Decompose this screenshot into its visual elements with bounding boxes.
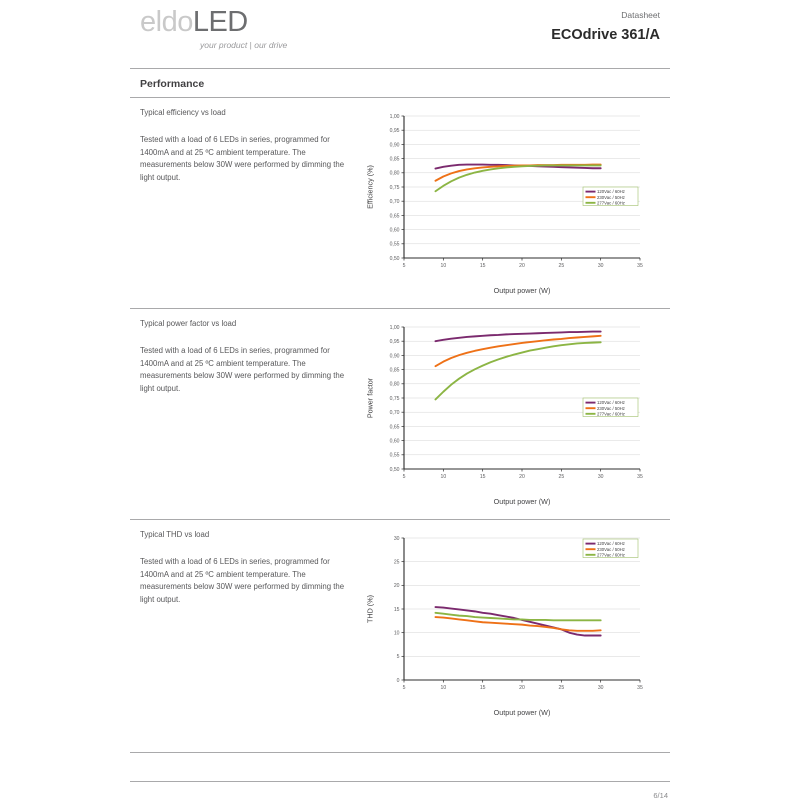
y-axis-tick-label: 15: [393, 606, 400, 613]
performance-block-efficiency: [130, 98, 670, 298]
x-axis-tick-label: 10: [440, 474, 447, 480]
chart-power-factor-vs-load: [362, 319, 670, 509]
x-axis-tick-label: 10: [440, 685, 447, 691]
x-axis-tick-label: 15: [479, 474, 486, 480]
y-axis-tick-label: 0,55: [389, 452, 400, 459]
page-number: 6/14: [653, 791, 668, 800]
tagline-separator: |: [249, 40, 252, 50]
y-axis-tick-label: 0,65: [389, 213, 400, 220]
x-axis-tick-label: 35: [637, 685, 643, 691]
thd-text-column: [130, 530, 362, 606]
y-axis-tick-label: 0,70: [389, 410, 400, 417]
x-axis-tick-label: 5: [402, 685, 406, 691]
logo-text-light: eldo: [140, 6, 193, 38]
x-axis-tick-label: 5: [402, 474, 406, 480]
chart-thd-vs-load: [362, 530, 670, 720]
power-factor-text-column: [130, 319, 362, 395]
legend-label: 120Vac / 60Hz: [597, 541, 625, 547]
power-factor-chart-column: [362, 319, 670, 509]
y-axis-tick-label: 0,80: [389, 381, 400, 388]
performance-block-thd: [130, 520, 670, 720]
page-footer: [130, 752, 670, 800]
y-axis-tick-label: 0,85: [389, 156, 400, 163]
legend-label: 120Vac / 60Hz: [597, 189, 625, 195]
header-document-info: [551, 10, 660, 44]
x-axis-tick-label: 10: [440, 263, 447, 269]
tagline-part-a: your product: [200, 40, 248, 50]
x-axis-tick-label: 35: [637, 263, 643, 269]
chart-efficiency-vs-load: [362, 108, 670, 298]
x-axis-tick-label: 30: [597, 474, 604, 480]
legend-label: 277Vac / 60Hz: [597, 200, 625, 206]
x-axis-tick-label: 30: [597, 685, 604, 691]
legend-label: 230Vac / 50Hz: [597, 194, 625, 200]
x-axis-tick-label: 30: [597, 263, 604, 269]
y-axis-tick-label: 0,80: [389, 170, 400, 177]
y-axis-tick-label: 0,95: [389, 128, 400, 135]
chart-svg: [362, 108, 650, 298]
legend-label: 230Vac / 50Hz: [597, 546, 625, 552]
y-axis-tick-label: 0,90: [389, 353, 400, 360]
x-axis-tick-label: 20: [519, 263, 525, 269]
legend-label: 230Vac / 50Hz: [597, 405, 625, 411]
thd-caption: Typical THD vs load: [140, 530, 210, 539]
y-axis-tick-label: 0,55: [389, 241, 400, 248]
chart-series-line: [435, 165, 600, 191]
y-axis-tick-label: 0,75: [389, 184, 400, 191]
y-axis-tick-label: 0,50: [389, 466, 400, 473]
x-axis-tick-label: 5: [402, 263, 406, 269]
x-axis-title: Output power (W): [493, 708, 551, 717]
document-title: ECOdrive 361/A: [551, 27, 660, 44]
x-axis-tick-label: 15: [479, 685, 486, 691]
y-axis-tick-label: 0,60: [389, 227, 400, 234]
logo-wordmark: [140, 8, 390, 37]
x-axis-tick-label: 20: [519, 685, 525, 691]
section-heading-performance: Performance: [140, 78, 205, 90]
x-axis-tick-label: 25: [558, 474, 565, 480]
y-axis-tick-label: 0,75: [389, 395, 400, 402]
power-factor-body-text: Tested with a load of 6 LEDs in series, programmed for 1400mA and at 25 ºC ambient temperature. The measurements below 30W were performed by dimming the light output.: [140, 345, 345, 393]
logo-tagline: [200, 40, 390, 50]
legend-label: 277Vac / 60Hz: [597, 411, 625, 417]
eldoled-logo: [140, 8, 390, 50]
y-axis-title: Efficiency (%): [365, 165, 375, 209]
x-axis-tick-label: 25: [558, 685, 565, 691]
y-axis-tick-label: 10: [393, 630, 400, 637]
y-axis-tick-label: 30: [393, 535, 400, 542]
chart-svg: [362, 319, 650, 509]
chart-series-line: [435, 342, 600, 399]
y-axis-tick-label: 1,00: [389, 324, 400, 331]
chart-series-line: [435, 332, 600, 342]
y-axis-tick-label: 0,90: [389, 142, 400, 149]
y-axis-title: Power factor: [365, 377, 375, 419]
y-axis-title: THD (%): [365, 595, 375, 623]
efficiency-text-column: [130, 108, 362, 184]
chart-series-line: [435, 336, 600, 366]
efficiency-caption: Typical efficiency vs load: [140, 108, 226, 117]
chart-svg: [362, 530, 650, 720]
x-axis-tick-label: 35: [637, 474, 643, 480]
y-axis-tick-label: 0: [396, 677, 400, 684]
y-axis-tick-label: 0,60: [389, 438, 400, 445]
footer-spacer: [130, 753, 670, 781]
x-axis-tick-label: 15: [479, 263, 486, 269]
thd-chart-column: [362, 530, 670, 720]
thd-body-text: Tested with a load of 6 LEDs in series, programmed for 1400mA and at 25 ºC ambient temperature. The measurements below 30W were performed by dimming the light output.: [140, 556, 345, 604]
x-axis-tick-label: 20: [519, 474, 525, 480]
legend-label: 120Vac / 60Hz: [597, 400, 625, 406]
y-axis-tick-label: 25: [393, 559, 400, 566]
page-header: [130, 0, 670, 60]
document-kind-label: Datasheet: [621, 10, 660, 20]
y-axis-tick-label: 0,85: [389, 367, 400, 374]
y-axis-tick-label: 20: [393, 583, 400, 590]
performance-block-power-factor: [130, 309, 670, 509]
y-axis-tick-label: 1,00: [389, 113, 400, 120]
y-axis-tick-label: 0,70: [389, 199, 400, 206]
legend-label: 277Vac / 60Hz: [597, 552, 625, 558]
power-factor-caption: Typical power factor vs load: [140, 319, 237, 328]
y-axis-tick-label: 0,50: [389, 255, 400, 262]
y-axis-tick-label: 5: [396, 654, 400, 661]
efficiency-body-text: Tested with a load of 6 LEDs in series, programmed for 1400mA and at 25 ºC ambient temperature. The measurements below 30W were performed by dimming the light output.: [140, 134, 345, 182]
y-axis-tick-label: 0,95: [389, 339, 400, 346]
efficiency-chart-column: [362, 108, 670, 298]
logo-text-bold: LED: [192, 6, 248, 38]
y-axis-tick-label: 0,65: [389, 424, 400, 431]
x-axis-title: Output power (W): [493, 286, 551, 295]
tagline-part-b: our drive: [254, 40, 288, 50]
x-axis-tick-label: 25: [558, 263, 565, 269]
x-axis-title: Output power (W): [493, 497, 551, 506]
